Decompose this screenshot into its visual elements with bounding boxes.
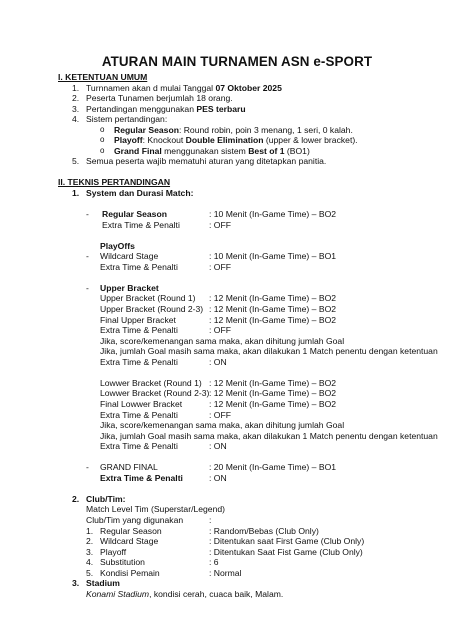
extra-time-value: : ON	[209, 441, 227, 452]
bracket-label: Lowwer Bracket (Round 2-3)	[100, 388, 210, 399]
text-run: Sistem pertandingan:	[86, 114, 168, 125]
bracket-value: : 12 Menit (In-Game Time) – BO2	[209, 293, 337, 304]
list-item-text	[86, 104, 246, 114]
text-run: Grand Final	[114, 145, 162, 156]
text-run: Peserta Tunamen berjumlah 18 orang.	[86, 93, 233, 104]
table-row	[0, 547, 474, 558]
list-number: 3.	[72, 103, 80, 114]
bracket-value: : 12 Menit (In-Game Time) – BO2	[209, 304, 337, 315]
wildcard-stage-value: : 10 Menit (In-Game Time) – BO1	[209, 251, 337, 262]
bracket-label: Upper Bracket (Round 2-3)	[100, 304, 204, 315]
list-number: 1.	[72, 188, 80, 199]
tiebreak-note: Jika, jumlah Goal masih sama maka, akan dilakukan 1 Match penentu dengan ketentuan	[100, 346, 438, 357]
sub-list-item-text	[114, 135, 358, 145]
extra-time-label: Extra Time & Penalti	[100, 441, 178, 452]
table-row	[0, 568, 474, 579]
list-item	[72, 103, 474, 115]
text-run: 07 Oktober 2025	[215, 82, 282, 93]
sub-list-item-text	[114, 125, 353, 135]
bullet: o	[100, 124, 105, 134]
text-run: PES terbaru	[196, 103, 246, 114]
list-item	[72, 93, 474, 104]
bullet: o	[100, 145, 105, 155]
sub-list-item	[100, 145, 474, 157]
sub-list-item-text	[114, 146, 310, 156]
regular-season-value: : 10 Menit (In-Game Time) – BO2	[209, 209, 337, 220]
regular-season-row	[0, 209, 474, 220]
club-setting-value: : Ditentukan saat First Game (Club Only)	[209, 536, 365, 547]
extra-time-value: : OFF	[209, 219, 231, 230]
club-used-colon: :	[209, 514, 212, 525]
text-run: Double Elimination	[185, 135, 264, 146]
bracket-value: : 12 Menit (In-Game Time) – BO2	[209, 314, 337, 325]
club-used-label: Club/Tim yang digunakan	[86, 514, 184, 525]
bracket-label: Lowwer Bracket (Round 1)	[100, 377, 202, 388]
page-title: ATURAN MAIN TURNAMEN ASN e-SPORT	[101, 54, 373, 69]
club-setting-value: : Normal	[209, 567, 242, 578]
table-row	[0, 388, 474, 399]
list-number: 4.	[72, 114, 80, 125]
sub-list-item	[100, 124, 474, 136]
sub-list-item	[100, 135, 474, 146]
list-item-text	[86, 114, 167, 124]
list-number: 1.	[86, 525, 94, 536]
text-run: (BO1)	[284, 145, 310, 156]
dash-marker: -	[86, 209, 89, 220]
text-run: (upper & lower bracket).	[263, 135, 358, 146]
extra-time-label: Extra Time & Penalti	[102, 219, 180, 230]
stadium-conditions: , kondisi cerah, cuaca baik, Malam.	[149, 588, 284, 599]
club-used-row	[0, 515, 474, 526]
grand-final-value: : 20 Menit (In-Game Time) – BO1	[209, 462, 337, 473]
playoffs-heading: PlayOffs	[100, 240, 135, 251]
bracket-value: : 12 Menit (In-Game Time) – BO2	[209, 377, 337, 388]
bracket-value: : OFF	[209, 409, 231, 420]
text-run: Playoff	[114, 135, 143, 146]
list-number: 1.	[72, 82, 80, 93]
stadium-name: Konami Stadium	[86, 588, 150, 599]
text-run: : Round robin, poin 3 menang, 1 seri, 0 kalah.	[178, 124, 353, 135]
list-number: 3.	[72, 578, 80, 589]
stadium-description	[86, 589, 474, 600]
extra-time-label: Extra Time & Penalti	[100, 472, 183, 483]
extra-time-value: : OFF	[209, 261, 231, 272]
extra-time-label: Extra Time & Penalti	[100, 261, 178, 272]
bracket-value: : 12 Menit (In-Game Time) – BO2	[209, 398, 337, 409]
extra-time-value: : ON	[209, 472, 227, 483]
list-item-text	[86, 83, 282, 93]
list-number: 2.	[86, 536, 94, 547]
tiebreak-note: Jika, score/kemenangan sama maka, akan dihitung jumlah Goal	[100, 335, 345, 346]
grand-final-row	[0, 462, 474, 473]
table-row	[0, 526, 474, 537]
bracket-label: Extra Time & Penalti	[100, 325, 178, 336]
table-row	[0, 325, 474, 336]
text-run: menggunakan sistem	[161, 145, 249, 156]
text-run: Turnnamen akan d mulai Tanggal	[86, 82, 216, 93]
extra-time-value: : ON	[209, 356, 227, 367]
list-number: 2.	[72, 93, 80, 104]
table-row	[0, 378, 474, 389]
wildcard-extra-time-row	[0, 262, 474, 273]
table-row	[0, 293, 474, 304]
club-setting-value: : 6	[209, 557, 219, 568]
list-number: 5.	[72, 156, 80, 167]
tiebreak-extra-time-row	[0, 441, 474, 452]
list-item	[72, 114, 474, 125]
match-level-line: Match Level Tim (Superstar/Legend)	[86, 504, 225, 515]
extra-time-label: Extra Time & Penalti	[100, 356, 178, 367]
dash-marker: -	[86, 251, 89, 262]
club-setting-value: : Random/Bebas (Club Only)	[209, 525, 319, 536]
club-setting-value: : Ditentukan Saat Fist Game (Club Only)	[209, 546, 363, 557]
text-run: Pertandingan menggunakan	[86, 103, 197, 114]
bracket-value: : 12 Menit (In-Game Time) – BO2	[209, 388, 337, 399]
table-row	[0, 315, 474, 326]
list-item-label: System dan Durasi Match:	[86, 188, 194, 199]
table-row	[0, 304, 474, 315]
bracket-value: : OFF	[209, 325, 231, 336]
club-setting-label: Kondisi Pemain	[100, 567, 160, 578]
wildcard-stage-row	[0, 251, 474, 262]
bracket-label: Upper Bracket (Round 1)	[100, 293, 196, 304]
section-heading-ketentuan-umum: I. KETENTUAN UMUM	[58, 72, 148, 82]
table-row	[0, 410, 474, 421]
list-item	[72, 82, 474, 94]
list-number: 5.	[86, 567, 94, 578]
text-run: Best of 1	[248, 145, 285, 156]
table-row	[0, 557, 474, 568]
upper-bracket-heading-row	[0, 283, 474, 294]
dash-marker: -	[86, 462, 89, 473]
tiebreak-extra-time-row	[0, 357, 474, 368]
dash-marker: -	[86, 282, 89, 293]
list-number: 2.	[72, 493, 80, 504]
wildcard-stage-label: Wildcard Stage	[100, 251, 159, 262]
list-item	[72, 156, 474, 167]
list-number: 4.	[86, 557, 94, 568]
grand-final-extra-time-row	[0, 473, 474, 484]
tiebreak-note: Jika, jumlah Goal masih sama maka, akan dilakukan 1 Match penentu dengan ketentuan	[100, 430, 438, 441]
list-item-text	[86, 156, 326, 166]
list-item-system-durasi	[72, 188, 474, 199]
grand-final-label: GRAND FINAL	[100, 462, 158, 473]
text-run: Regular Season	[114, 124, 179, 135]
bracket-label: Final Lowwer Bracket	[100, 398, 183, 409]
list-number: 3.	[86, 546, 94, 557]
club-setting-label: Regular Season	[100, 525, 162, 536]
tiebreak-note: Jika, score/kemenangan sama maka, akan dihitung jumlah Goal	[100, 420, 345, 431]
bracket-label: Extra Time & Penalti	[100, 409, 178, 420]
list-item-club-tim	[72, 493, 474, 505]
table-row	[0, 399, 474, 410]
text-run: : Knockout	[142, 135, 186, 146]
club-setting-label: Playoff	[100, 546, 127, 557]
club-settings-list	[0, 526, 474, 579]
club-setting-label: Substitution	[100, 557, 145, 568]
section-heading-teknis-pertandingan: II. TEKNIS PERTANDINGAN	[58, 177, 171, 188]
regular-season-label: Regular Season	[102, 209, 167, 220]
list-item-text	[86, 93, 233, 103]
list-item-label: Stadium	[86, 578, 120, 589]
list-item-label: Club/Tim:	[86, 493, 126, 504]
text-run: Semua peserta wajib mematuhi aturan yang ditetapkan panitia.	[86, 156, 327, 167]
bullet: o	[100, 135, 105, 145]
upper-bracket-heading: Upper Bracket	[100, 282, 159, 293]
bracket-label: Final Upper Bracket	[100, 314, 176, 325]
club-setting-label: Wildcard Stage	[100, 536, 159, 547]
table-row	[0, 536, 474, 547]
list-item-stadium	[72, 578, 474, 589]
regular-extra-time-row	[0, 220, 474, 231]
